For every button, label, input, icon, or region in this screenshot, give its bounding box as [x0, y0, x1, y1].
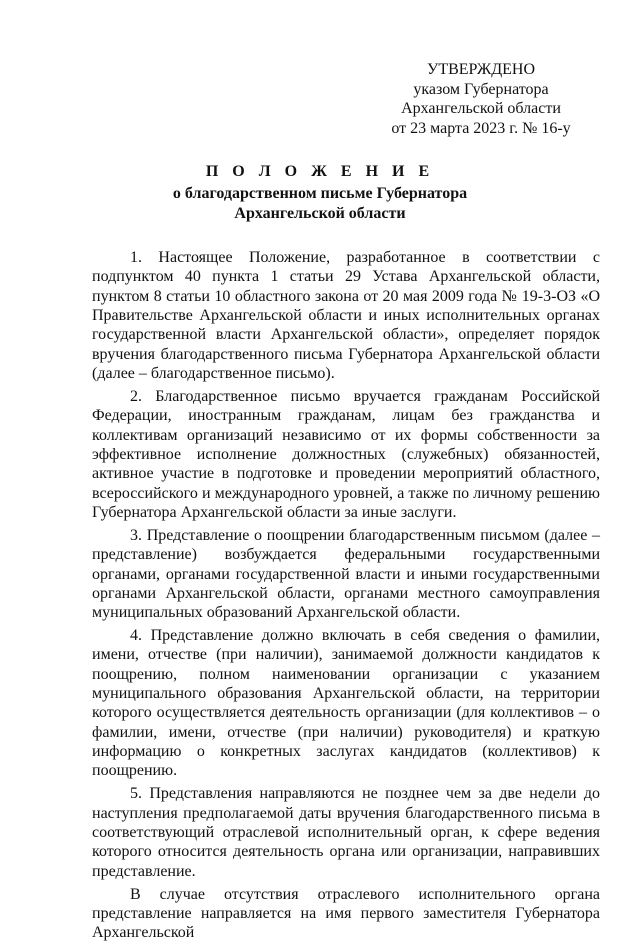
- approval-line-date: от 23 марта 2023 г. № 16-у: [391, 119, 571, 137]
- paragraph-2: 2. Благодарственное письмо вручается гражданам Российской Федерации, иностранным гражданам, лицам без гражданства и коллективам организаций независимо от их формы собственности за эффективное исполнение должностных (служебных) обязанностей, активное участие в подготовке и проведении мероприятий областного, всероссийского и международного уровней, а также по личному решению Губернатора Архангельской области за иные заслуги.: [92, 387, 600, 521]
- paragraph-5-continuation: В случае отсутствия отраслевого исполнительного органа представление направляется на имя первого заместителя Губернатора Архангельской: [92, 885, 600, 942]
- paragraph-5: 5. Представления направляются не позднее чем за две недели до наступления предполагаемой даты вручения благодарственного письма в соответствующий отраслевой исполнительный орган, к сфере ведения которого относится деятельность органа или организации, направивших представление.: [92, 785, 600, 880]
- approval-stamp: [366, 60, 596, 138]
- title-heading: П О Л О Ж Е Н И Е: [205, 163, 435, 180]
- approval-line-approved: УТВЕРЖДЕНО: [426, 61, 535, 78]
- document-body: [92, 248, 600, 946]
- paragraph-1: 1. Настоящее Положение, разработанное в соответствии с подпунктом 40 пункта 1 статьи 29 Устава Архангельской области, пунктом 8 статьи 10 областного закона от 20 мая 2009 года № 19-3-ОЗ «О Правительстве Архангельской области и иных исполнительных органах государственной власти Архангельской области», определяет порядок вручения благодарственного письма Губернатора Архангельской области (далее – благодарственное письмо).: [92, 249, 600, 383]
- paragraph-3: 3. Представление о поощрении благодарственным письмом (далее – представление) возбуждается федеральными государственными органами, органами государственной власти и иными государственными органами Архангельской области, органами местного самоуправления муниципальных образований Архангельской области.: [92, 526, 600, 622]
- approval-line-region: Архангельской области: [401, 100, 561, 117]
- approval-line-decree: указом Губернатора: [413, 80, 549, 98]
- paragraph-4: 4. Представление должно включать в себя сведения о фамилии, имени, отчестве (при наличии), занимаемой должности кандидатов к поощрению, полном наименовании организации с указанием муниципального образования Архангельской области, на территории которого осуществляется деятельность организации (для коллективов – о фамилии, имени, отчестве (при наличии) руководителя) и краткую информацию о конкретных заслугах кандидатов (коллективов) к поощрению.: [92, 627, 600, 780]
- document-title: [0, 162, 640, 224]
- title-subtitle-line2: Архангельской области: [234, 205, 406, 222]
- title-subtitle-line1: о благодарственном письме Губернатора: [172, 185, 468, 202]
